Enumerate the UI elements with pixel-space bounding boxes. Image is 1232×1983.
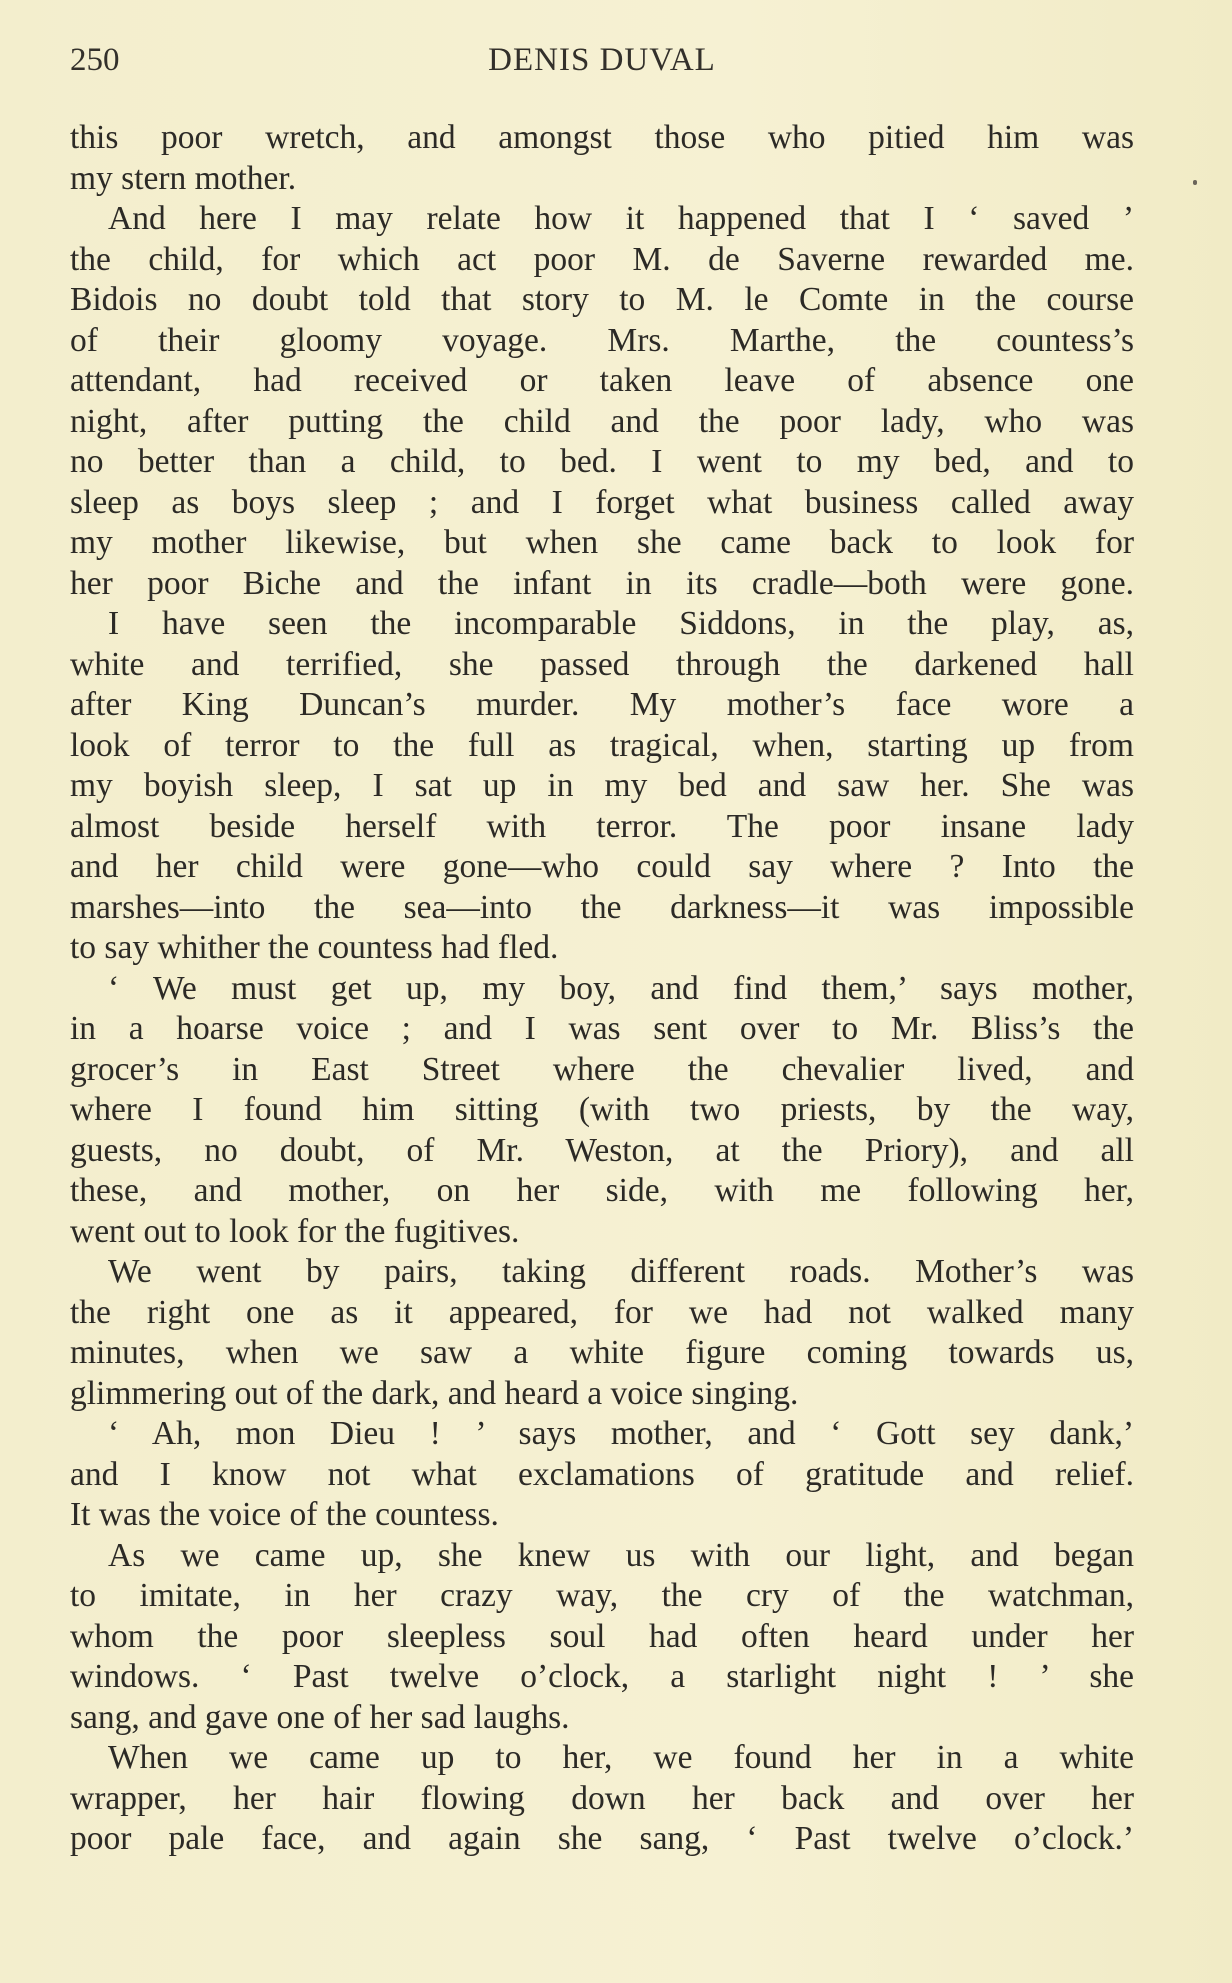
text-line: minutes, when we saw a white figure coming towards us, (70, 1334, 1134, 1371)
text-line: my stern mother. (70, 159, 297, 197)
text-line: We went by pairs, taking different roads. Mother’s was (108, 1253, 1134, 1290)
text-line: Bidois no doubt told that story to M. le Comte in the course (70, 281, 1134, 318)
text-line: after King Duncan’s murder. My mother’s face wore a (70, 686, 1134, 723)
text-line: ‘ We must get up, my boy, and find them,’ says mother, (108, 969, 1134, 1007)
text-line: went out to look for the fugitives. (70, 1212, 520, 1250)
text-line: guests, no doubt, of Mr. Weston, at the Priory), and all (70, 1131, 1134, 1169)
text-line: in a hoarse voice ; and I was sent over to Mr. Bliss’s the (70, 1010, 1134, 1047)
text-line: wrapper, her hair flowing down her back and over her (70, 1779, 1134, 1817)
text-line: these, and mother, on her side, with me following her, (70, 1172, 1134, 1209)
text-line: to imitate, in her crazy way, the cry of the watchman, (70, 1577, 1134, 1614)
text-line: white and terrified, she passed through the darkened hall (70, 645, 1134, 683)
text-line: attendant, had received or taken leave of absence one (70, 362, 1134, 399)
text-line: When we came up to her, we found her in a white (108, 1739, 1134, 1776)
text-line: her poor Biche and the infant in its cradle—both were gone. (70, 564, 1134, 602)
text-line: and I know not what exclamations of gratitude and relief. (70, 1455, 1134, 1493)
body-text (70, 118, 1134, 1860)
text-line: my boyish sleep, I sat up in my bed and saw her. She was (70, 767, 1134, 804)
paper-speck (1193, 180, 1197, 185)
text-line: ‘ Ah, mon Dieu ! ’ says mother, and ‘ Gott sey dank,’ (108, 1415, 1134, 1452)
text-line: this poor wretch, and amongst those who pitied him was (70, 119, 1134, 156)
text-line: my mother likewise, but when she came back to look for (70, 524, 1134, 561)
running-title: DENIS DUVAL (488, 42, 716, 78)
text-line: windows. ‘ Past twelve o’clock, a starlight night ! ’ she (70, 1658, 1134, 1695)
text-line: of their gloomy voyage. Mrs. Marthe, the countess’s (70, 321, 1134, 359)
text-line: whom the poor sleepless soul had often heard under her (70, 1617, 1134, 1655)
text-line: the right one as it appeared, for we had not walked many (70, 1293, 1134, 1331)
text-line: where I found him sitting (with two priests, by the way, (70, 1091, 1134, 1128)
text-line: sang, and gave one of her sad laughs. (70, 1698, 570, 1736)
text-line: the child, for which act poor M. de Saverne rewarded me. (70, 240, 1134, 278)
text-line: no better than a child, to bed. I went to my bed, and to (70, 443, 1134, 480)
text-line: to say whither the countess had fled. (70, 929, 559, 966)
text-line: I have seen the incomparable Siddons, in the play, as, (108, 605, 1134, 642)
text-line: And here I may relate how it happened that I ‘ saved ’ (108, 200, 1134, 237)
text-line: poor pale face, and again she sang, ‘ Past twelve o’clock.’ (70, 1820, 1134, 1857)
text-line: As we came up, she knew us with our light, and began (108, 1536, 1134, 1574)
text-line: It was the voice of the countess. (70, 1496, 499, 1533)
text-line: almost beside herself with terror. The poor insane lady (70, 807, 1134, 845)
text-line: sleep as boys sleep ; and I forget what business called away (70, 483, 1134, 521)
text-line: marshes—into the sea—into the darkness—it was impossible (70, 888, 1134, 926)
page-header (70, 42, 1134, 86)
text-line: grocer’s in East Street where the chevalier lived, and (70, 1050, 1134, 1088)
text-line: glimmering out of the dark, and heard a voice singing. (70, 1374, 799, 1412)
text-line: night, after putting the child and the poor lady, who was (70, 402, 1134, 440)
text-line: and her child were gone—who could say where ? Into the (70, 848, 1134, 885)
text-line: look of terror to the full as tragical, when, starting up from (70, 726, 1134, 764)
page-number: 250 (70, 42, 120, 78)
